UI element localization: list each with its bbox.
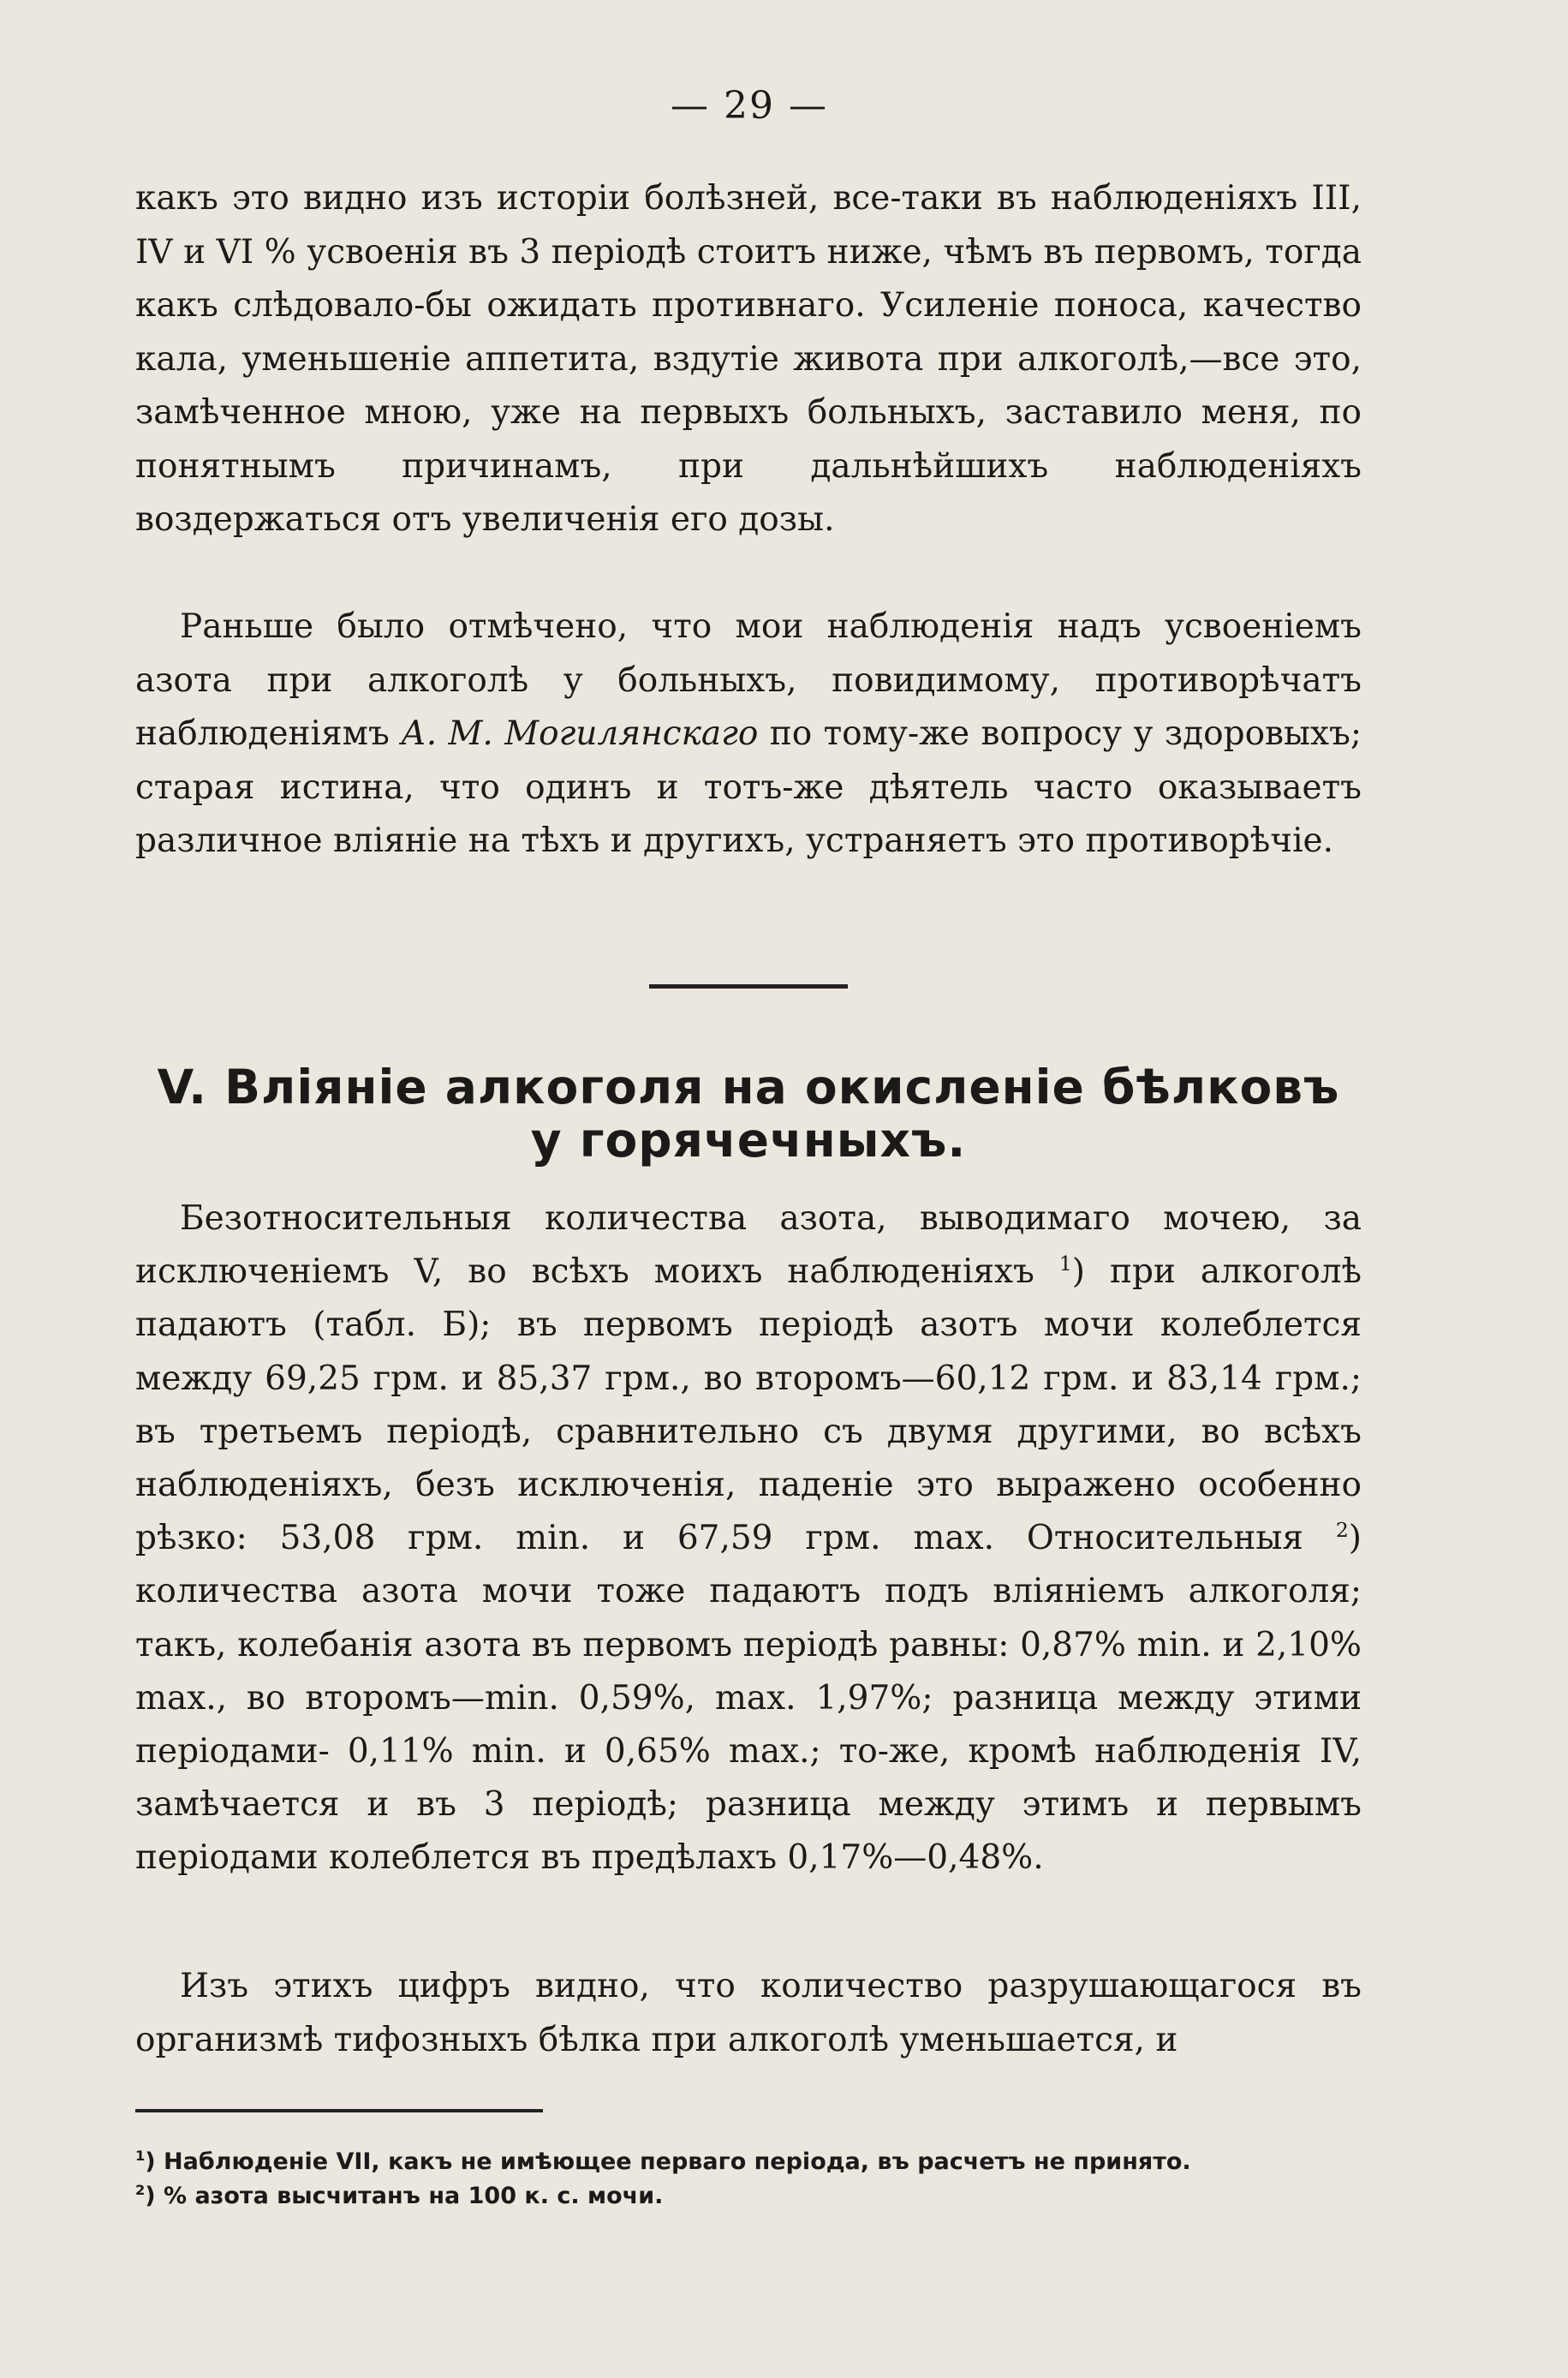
footnote-ref-2: 2 <box>1335 1518 1349 1543</box>
footnotes <box>135 2147 1362 2215</box>
paragraph-text: Изъ этихъ цифръ видно, что количество разрушающагося въ организмѣ тифозныхъ бѣлка при алкоголѣ уменьшается, и <box>135 1967 1362 2059</box>
paragraph-text-start: Раньше было отмѣчено, что мои наблюденія надъ усвоеніемъ азота при алкоголѣ у больныхъ, повидимому, противорѣчатъ наблюденіямъ <box>135 607 1362 753</box>
paragraph-conclusion <box>135 1960 1362 2067</box>
cited-author: А. М. Могилянскаго <box>401 714 759 753</box>
paragraph-text <box>135 1192 1362 1885</box>
footnote-marker: 2 <box>135 2182 146 2198</box>
footnote-marker: 1 <box>135 2148 146 2164</box>
paragraph-text: какъ это видно изъ исторіи болѣзней, все-таки въ наблюденіяхъ III, IV и VI % усвоенія въ 3 періодѣ стоитъ ниже, чѣмъ въ первомъ, тогда какъ слѣдовало-бы ожидать противнаго. Усиленіе поноса, качество кала, уменьшеніе аппетита, вздутіе живота при алкоголѣ,—все это, замѣченное мною, уже на первыхъ больныхъ, заставило меня, по понятнымъ причинамъ, при дальнѣйшихъ наблюденіяхъ воздержаться отъ увеличенія его дозы. <box>135 179 1362 539</box>
footnote-text: ) % азота высчитанъ на 100 к. с. мочи. <box>145 2183 664 2209</box>
footnote-item <box>135 2147 1362 2178</box>
section-divider <box>649 984 848 989</box>
footnote-item <box>135 2181 1362 2212</box>
paragraph-text-a: Безотносительныя количества азота, выводимаго мочею, за исключеніемъ V, во всѣхъ моихъ наблюденіяхъ <box>135 1199 1362 1292</box>
footnote-text: ) Наблюденіе VII, какъ не имѣющее перваго періода, въ расчетъ не принято. <box>145 2148 1191 2175</box>
paragraph-continuation <box>135 172 1362 547</box>
paragraph-nitrogen <box>135 1192 1362 1885</box>
paragraph-text-c: ) количества азота мочи тоже падаютъ подъ вліяніемъ алкоголя; такъ, колебанія азота въ первомъ періодѣ равны: 0,87% min. и 2,10% max., во второмъ—min. 0,59%, max. 1,97%; разница между этими періодами- 0,11% min. и 0,65% max.; то-же, кромѣ наблюденія IV, замѣчается и въ 3 періодѣ; разница между этимъ и первымъ періодами колеблется въ предѣлахъ 0,17%—0,48%. <box>135 1519 1362 1878</box>
footnote-ref-1: 1 <box>1058 1252 1072 1276</box>
footnote-divider <box>135 2109 543 2112</box>
paragraph-text <box>135 600 1362 869</box>
page-number: — 29 — <box>671 84 828 128</box>
paragraph-contradiction <box>135 600 1362 869</box>
paragraph-text-b: ) при алкоголѣ падаютъ (табл. Б); въ первомъ періодѣ азотъ мочи колеблется между 69,25 грм. и 85,37 грм., во второмъ—60,12 грм. и 83,14 грм.; въ третьемъ періодѣ, сравнительно съ двумя другими, во всѣхъ наблюденіяхъ, безъ исключенія, паденіе это выражено особенно рѣзко: 53,08 грм. min. и 67,59 грм. max. Относительныя <box>135 1252 1362 1558</box>
section-heading: V. Вліяніе алкоголя на окисленіе бѣлковъ у горячечныхъ. <box>157 1060 1340 1168</box>
paragraph-text-end: по тому-же вопросу у здоровыхъ; старая истина, что одинъ и тотъ-же дѣятель часто оказываетъ различное вліяніе на тѣхъ и другихъ, устраняетъ это противорѣчіе. <box>135 714 1362 860</box>
